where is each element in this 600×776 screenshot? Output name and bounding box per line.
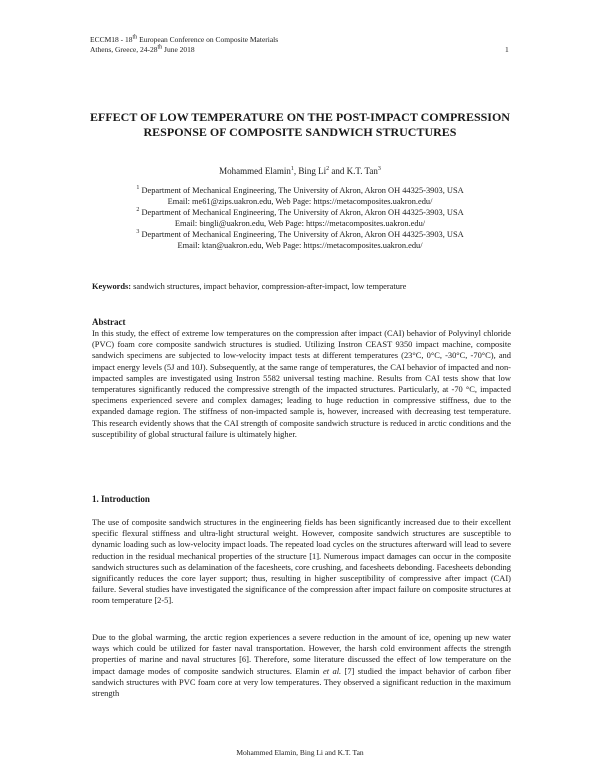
running-footer: Mohammed Elamin, Bing Li and K.T. Tan	[236, 748, 364, 757]
affiliation-3: $^3$ Department of Mechanical Engineering, The University of Akron, Akron OH 44325-3903, USA	[136, 229, 464, 239]
affiliation-1: $^1$ Department of Mechanical Engineering, The University of Akron, Akron OH 44325-3903, USA	[136, 185, 464, 195]
affiliation-3-contact: Email: ktan@uakron.edu, Web Page: https://metacomposites.uakron.edu/	[177, 241, 423, 250]
abstract-heading: Abstract	[92, 317, 126, 327]
affiliations	[90, 185, 510, 251]
conference-name: ECCM18 - 18th European Conference on Composite Materials	[90, 34, 279, 44]
introduction-paragraph-2: Due to the global warming, the arctic region experiences a severe reduction in the amount of ice, opening up new water ways which could be utilized for faster naval transportation. However, the harsh cold environment affects the strength properties of marine and naval structures [6]. Therefore, some literature discussed the effect of low temperature on the impact damage modes of composite sandwich structures. Elamin et al. [7] studied the impact behavior of carbon fiber sandwich structures with PVC foam core at very low temperatures. They observed a significant reduction in the maximum strength	[92, 632, 511, 699]
section-heading-introduction: 1. Introduction	[92, 494, 150, 504]
keywords	[92, 282, 512, 291]
running-header	[90, 35, 390, 55]
conference-location: Athens, Greece, 24-28th June 2018	[90, 44, 195, 54]
affiliation-2: $^2$ Department of Mechanical Engineering, The University of Akron, Akron OH 44325-3903, USA	[136, 207, 464, 217]
affiliation-2-contact: Email: bingli@uakron.edu, Web Page: https://metacomposites.uakron.edu/	[174, 219, 426, 228]
introduction-paragraph-1: The use of composite sandwich structures in the engineering fields has been significantly increased due to their excellent specific flexural stiffness and ultra-light structural weight. However, composite sandwich structures are susceptible to dynamic loading such as low-velocity impact loads. The repeated load cycles on the structures afterward will lead to severe reduction in the residual mechanical properties of the structure [1]. Numerous impact damages can occur in the composite sandwich structures such as delamination of the facesheets, core crushing, and facesheets debonding. Facesheets debonding significantly reduces the core layer support; thus, resulting in higher susceptibility of compressive after impact (CAI) failure. Several studies have investigated the significance of the compression after impact failure on composite structures at room temperature [2-5].	[92, 517, 511, 606]
abstract-body: In this study, the effect of extreme low temperatures on the compression after impact (CAI) behavior of Polyvinyl chloride (PVC) foam core composite sandwich structures is studied. Utilizing Instron CEAST 9350 impact machine, composite sandwich specimens are subjected to low-velocity impact tests at different temperatures (23°C, 0°C, -30°C, -70°C), and impact energy levels (5J and 10J). Subsequently, at the same range of temperatures, the CAI behavior of impacted and non-impacted samples are investigated using Instron 5582 universal testing machine. Results from CAI tests show that low temperatures significantly reduced the compressive strength of the impacted structures. Particularly, at -70 °C, impacted specimens experienced severe and complex damages; leading to huge reduction in compressive stiffness, due to the expanded damage region. The stiffness of non-impacted sample is, however, increased with decreasing test temperature. This research evidently shows that the CAI strength of composite sandwich structure is reduced in arctic conditions and the susceptibility of global structural failure is ultimately higher.	[92, 328, 511, 439]
keywords-label: Keywords:	[92, 282, 132, 291]
author-list: Mohammed Elamin$^1$, Bing Li$^2$ and K.T. Tan$^3$	[219, 166, 381, 176]
affiliation-1-contact: Email: me61@zips.uakron.edu, Web Page: https://metacomposites.uakron.edu/	[167, 197, 433, 206]
page-number: 1	[505, 45, 509, 54]
paper-title: EFFECT OF LOW TEMPERATURE ON THE POST-IMPACT COMPRESSION RESPONSE OF COMPOSITE SANDWICH STRUCTURES	[90, 110, 510, 139]
keywords-text: sandwich structures, impact behavior, compression-after-impact, low temperature	[131, 282, 407, 291]
